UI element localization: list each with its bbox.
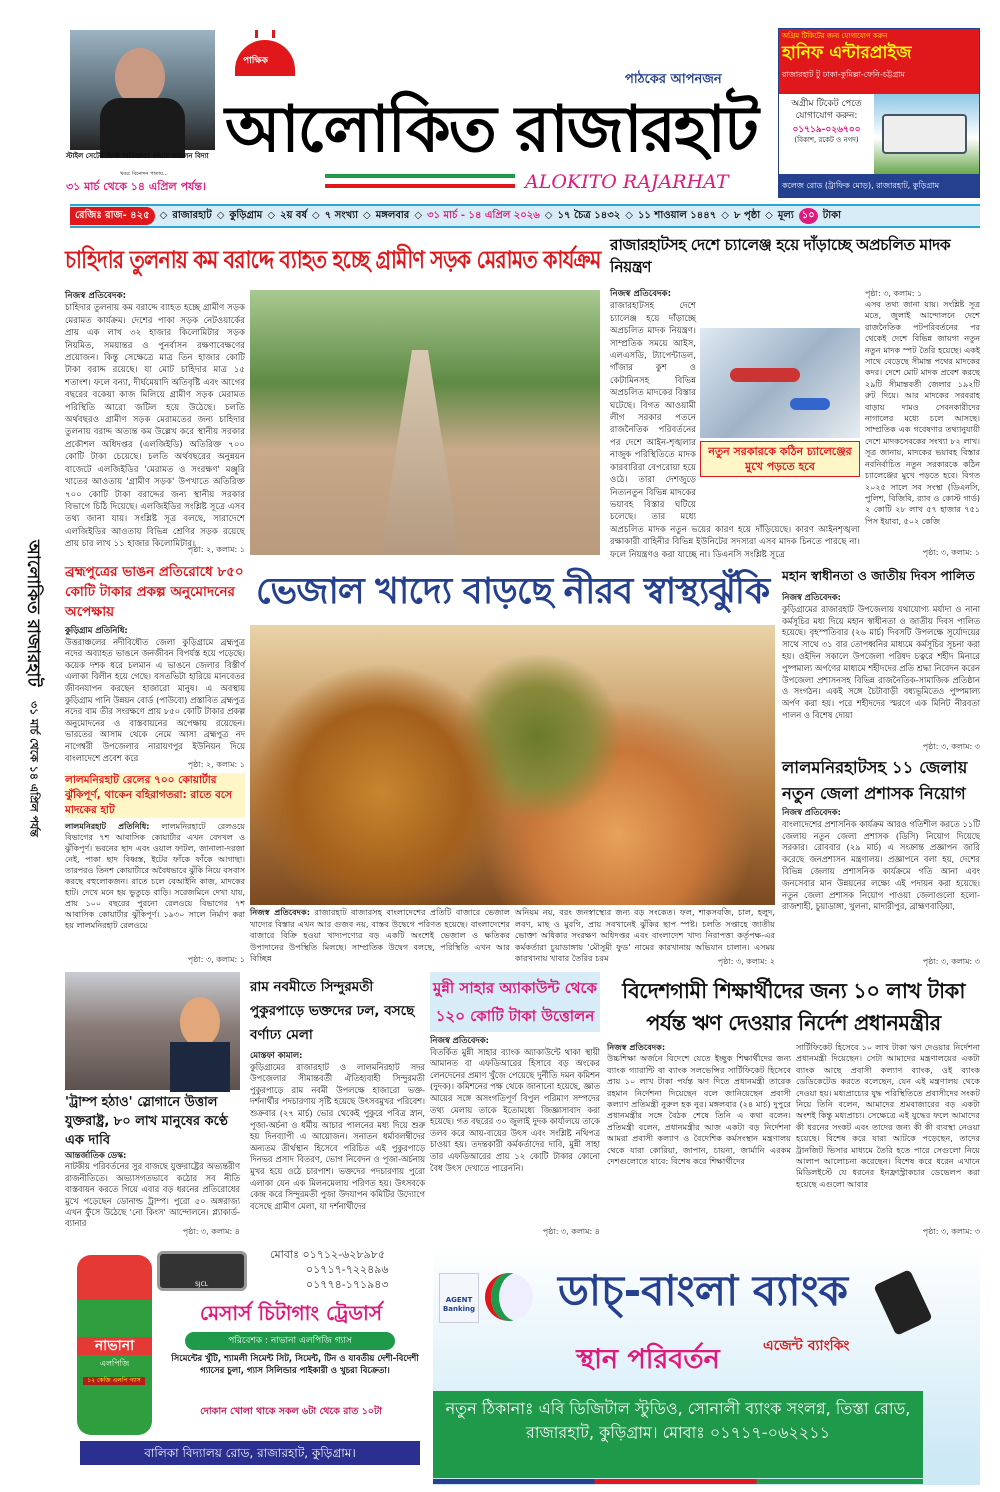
chittagong-traders-ad [65,1243,425,1480]
gas-phone-3: ০১৭৭৪-১৭১৯৪৩ [306,1278,389,1291]
info-district: কুড়িগ্রাম [229,210,263,221]
hanif-ad-address: কলেজ রোড (ট্রাফিক মোড়), রাজারহাট, কুড়িগ্রাম [782,181,940,190]
railway-byline: লালমনিরহাট প্রতিনিধি: [65,821,150,831]
students-column-2 [796,1042,980,1237]
stove-brand: SJCL [195,1281,209,1288]
munni-headline: মুন্নী সাহার অ্যাকাউন্ট থেকে ১২০ কোটি টাকা উত্তোলন [430,972,600,1032]
gas-phone-2: ০১৭১৭-৭২২৪৯৬ [306,1263,389,1276]
gas-phone-1: ০১৭১২-৬২৮৯৮৫ [302,1248,386,1261]
tagline: পাঠকের আপনজন [625,72,722,87]
independence-byline: নিজস্ব প্রতিবেদক: [782,592,841,602]
pos-terminal-icon [873,1269,932,1336]
info-date: ৩১ মার্চ - ১৪ এপ্রিল ২০২৬ [427,210,540,221]
sep: ◇ [721,210,729,221]
photo-caption: স্টাইল সেটের ভিক্ত অভিজ্ঞতা শেয়ার করলেন বিদ্যা [66,152,209,160]
food-ref: পৃষ্ঠা: ৩, কলাম: ২ [717,957,775,966]
drugs-column-2 [865,288,980,558]
hanif-ad [778,28,980,198]
info-year: ২য় বর্ষ [280,210,308,221]
munni-column [430,972,600,1237]
brahmaputra-body [65,625,245,763]
side-strip [8,540,58,890]
side-strip-title: আলোকিত রাজারহাট [23,540,43,687]
ramnavami-byline: মোস্তফা কামাল: [250,1050,303,1060]
side-strip-date: ৩১ মার্চ থেকে ১৪ এপ্রিল পর্যন্ত [27,700,41,837]
gas-address: বালিকা বিদ্যালয় রোড, রাজারহাট, কুড়িগ্রাম। [144,1446,356,1460]
food-byline: নিজস্ব প্রতিবেদক: [250,907,310,917]
roads-column [65,290,245,555]
sep: ◇ [765,210,773,221]
roads-byline: নিজস্ব প্রতিবেদক: [65,291,127,301]
masthead [225,30,773,200]
roads-headline-box [65,234,600,286]
students-text-2: সার্টিফিকেট হিসেবে ১০ লাখ টাকা ঋণ দেওয়ার নির্দেশনা প্রধানমন্ত্রী দিয়েছেন। সেটা আমাদের মন্ত্রণালয়ের একটা ব্যাংক আছে প্রবাসী কল্যাণ ব্যাংক, ওই ব্যাংক ডেডিকেটেড করতে বলেছেন, যেন এই মন্ত্রণালয় থেকে দেওয়া হয়। মধ্যপ্রাচ্যের যুদ্ধ পরিস্থিতিতে প্রবাসীদের সংকট নিয়ে তিনি বলেন, আমাদের শ্রমবাজারের বড় একটা অংশই কিন্তু মধ্যপ্রাচ্য। সেক্ষেত্রে এই যুদ্ধের ফলে আমাদের কী ধরনের সংকট এবং তাদের জন্য কী কী ব্যবস্থা নেওয়া হয়েছে। বিশেষ করে যারা আটকে পড়েছেন, তাদের ট্রানজিট ভিসার মাধ্যমে তৈরি হতে পারে সেগুলো নিয়ে আলাপ আলোচনা করেছেন। বিশেষ করে ধরেন এখানে মিডিলইস্টে যে ধরনের ইনফ্রাস্ট্রাকচার ডেভেলপ করা হয়েছে এগুলো আবার [796,1042,980,1189]
gas-dealer: পরিবেশক : নাভানা এলপিজি গ্যাস [228,1336,352,1346]
flag-stripes [325,174,515,188]
food-headline: ভেজাল খাদ্যে বাড়ছে নীরব স্বাস্থ্যঝুঁকি [255,571,770,612]
independence-ref: পৃষ্ঠা: ৩, কলাম: ৩ [922,742,980,751]
drugs-text-2: এসব তথ্য জানা যায়। সংশ্লিষ্ট সূত্র মতে, জুলাই আন্দোলনে দেশে রাজনৈতিক পটপরিবর্তনের পর থেকেই দেশে বিভিন্ন জায়গা নতুন নতুন মাদক স্পট তৈরি হয়েছে। একই সাথে বেড়েছে সীমান্ত পথের মাদকের কদর। দেশে মোট মাদক প্রবেশ করছে ২৯টি সীমান্তবর্তী জেলার ১৯২টি রুট দিয়ে। আর মাদকের সরবরাহ বাড়ায় দামও সেবনকারীদের নাগালের মধ্যে চলে আসছে। সাম্প্রতিক এক গবেষণার তথ্যানুযায়ী দেশে মাদকসেবকের সংখ্যা ৮২ লাখ। সূত্র জানায়, মাদকের ভয়াবহ বিস্তার নবনির্বাচিত নতুন সরকারকে কঠিন চ্যালেঞ্জের মুখে পড়তে হবে। বিগত ২০২৫ সালে সব সংস্থা (ডিএনসি, পুলিশ, বিজিবি, র‍্যাব ও কোস্ট গার্ড) ২ কোটি ২৮ লাখ ৫৭ হাজার ৭৫১ পিস ইয়াবা, ৫০২ কেজি [865,300,980,526]
brahmaputra-headline: ব্রহ্মপুত্রের ভাঙন প্রতিরোধে ৮৫০ কোটি টাকার প্রকল্প অনুমোদনের অপেক্ষায় [65,564,244,620]
hanif-ad-small: অগ্রিম টিকিটের জন্য যোগাযোগ করুন [782,32,888,40]
masthead-title: আলোকিত রাজারহাট [225,93,757,167]
trump-ref: পৃষ্ঠা: ৩, কলাম: ৪ [182,1227,240,1236]
info-hijri-date: ১১ শাওয়াল ১৪৪৭ [637,210,717,221]
info-pages: ৮ পৃষ্ঠা [733,210,761,221]
students-ref: পৃষ্ঠা: ৩, কলাম: ৩ [922,1227,980,1236]
cylinder-sub: এলপিজি [99,1359,130,1368]
dc-body [782,807,980,956]
info-price-label: মূল্য [777,210,794,221]
roads-text: চাহিদার তুলনায় কম বরাদ্দে ব্যাহত হচ্ছে গ্রামীণ সড়ক মেরামত কার্যক্রম। দেশের পাকা সড়ক নেটওয়ার্কের প্রায় এক লাখ ৩২ হাজার কিলোমিটার সড়ক নিয়মিত, সময়ান্তর ও পুনর্বাসন রক্ষণাবেক্ষণের প্রয়োজন। কিন্তু সেক্ষেত্রে মাত্র তিন হাজার কোটি টাকা বরাদ্দ রয়েছে। যা মোট চাহিদার মাত্র ১৫ শতাংশ। ফলে বন্যা, দীর্ঘমেয়াদি অতিবৃষ্টি এবং আগের বছরের বকেয়া কাজ মিলিয়ে গ্রামীণ সড়ক মেরামত পরিস্থিতি আরো জটিল হয়ে উঠেছে। চলতি অর্থবছরও গ্রামীণ সড়ক মেরামতের জন্য চাহিদার তুলনায় বরাদ্দ অত্যন্ত কম উল্লেখ করে স্থানীয় সরকার প্রকৌশল অধিদপ্তর (এলজিইডি) অতিরিক্ত ৭০০ কোটি টাকা চেয়েছে। চলতি অর্থবছরের অনুন্নয়ন বাজেটে এলজিইডির 'মেরামত ও সংরক্ষণ' মঞ্জুরি খাতের আওতায় 'গ্রামীণ সড়ক' উপখাতে অতিরিক্ত ৭০০ কোটি টাকা বরাদ্দের জন্য স্থানীয় সরকার বিভাগে চিঠি দিয়েছে। এলজিইডির সংশ্লিষ্ট সূত্রে এসব তথ্য জানা যায়। সংশ্লিষ্ট সূত্র বলছে, সারাদেশে এলজিইডির আওতায় বিভিন্ন শ্রেণির সড়ক রয়েছে প্রায় চার লাখ ১১ হাজার কিলোমিটার। [65,303,245,550]
dc-headline: লালমনিরহাটসহ ১১ জেলায় নতুন জেলা প্রশাসক নিয়োগ [782,758,968,803]
bank-name: ডাচ্-বাংলা ব্যাংক [557,1266,849,1315]
sep: ◇ [159,210,168,221]
food-text: রাজারহাট বাজারসহ বাংলাদেশের প্রতিটি বাজারে ভেজাল খাদ্যের বিস্তার এখন আর গুজব নয়, বাস্তব উদ্বেগে পরিণত হয়েছে। বাংলাদেশের বাজারে বিক্রি হওয়া খাদ্যপণ্যের বড় একটি অংশেই ভেজাল ও ক্ষতিকর উপাদানের উপস্থিতি মিলছে। সাম্প্রতিক উদ্বেগ বলছে, পরিস্থিতি এখন আর বিচ্ছিন্ন [250,907,510,963]
info-currency: টাকা [822,210,842,221]
info-issue: ৭ সংখ্যা [324,210,358,221]
drugs-photo [700,328,860,438]
roads-headline: চাহিদার তুলনায় কম বরাদ্দে ব্যাহত হচ্ছে গ্রামীণ সড়ক মেরামত কার্যক্রম [65,245,601,274]
railway-ref: পৃষ্ঠা: ৩, কলাম: ১ [187,955,245,964]
food-column-2 [515,907,775,967]
students-column [607,975,980,1237]
gas-products: সিমেন্টের খুঁটি, শ্যামলী সিমেন্ট সিট, সিমেন্ট, টিন ও যাবতীয় দেশী-বিদেশী গ্যাসের চুলা, গ্যাস সিলিন্ডার পাইকারী ও খুচরা বিক্রেতা। [171,1354,419,1376]
brahmaputra-text: উত্তরাঞ্চলের নদীবিধৌত জেলা কুড়িগ্রামে ব্রহ্মপুত্র নদের অব্যাহত ভাঙনে জনজীবন বিপর্যস্ত হয়ে পড়েছে। কয়েক দশক ধরে চলমান এ ভাঙনে জেলার বিস্তীর্ণ এলাকা বিলীন হয়ে গেছে। বসতভিটা হারিয়ে মানবেতর জীবনযাপন করছেন হাজারো মানুষ। এ অবস্থায় কুড়িগ্রাম পানি উন্নয়ন বোর্ড (পাউবো) প্রস্তাবিত ব্রহ্মপুত্র নদের বাম তীর সংরক্ষণে প্রায় ৮৫০ কোটি টাকার প্রকল্প অনুমোদনের ও বাস্তবায়নের অপেক্ষায় রয়েছেন। ভারতের আসাম থেকে নেমে আসা ব্রহ্মপুত্র নদ নাগেশ্বরী উপজেলার নারায়ণপুর ইউনিয়ন দিয়ে বাংলাদেশে প্রবেশ করে [65,636,245,763]
sep: ◇ [267,210,276,221]
masthead-title-en: ALOKITO RAJARHAT [525,171,729,193]
gas-hours: দোকান খোলা থাকে সকল ৬টা থেকে রাত ১০টা [200,1406,382,1417]
trump-headline: 'ট্রাম্প হঠাও' স্লোগানে উত্তাল যুক্তরাষ্ট্র, ৮০ লাখ মানুষের কণ্ঠে এক দাবি [65,1095,228,1148]
frequency-label: পাক্ষিক [243,56,268,66]
drugs-byline: নিজস্ব প্রতিবেদক: [610,289,672,299]
students-headline: বিদেশগামী শিক্ষার্থীদের জন্য ১০ লাখ টাকা পর্যন্ত ঋণ দেওয়ার নির্দেশ প্রধানমন্ত্রীর [622,979,965,1035]
agent-banking-label: এজেন্ট ব্যাংকিং [763,1338,850,1354]
info-day: মঙ্গলবার [375,210,410,221]
sep: ◇ [625,210,633,221]
bus-icon [874,94,979,174]
students-text: উচ্চশিক্ষা অর্জনে বিদেশে যেতে ইচ্ছুক শিক্ষার্থীদের জন্য ব্যাংক গ্যারান্টি বা ব্যাংক সলভেন্সির সার্টিফিকেট হিসেবে প্রায় ১০ লাখ টাকা পর্যন্ত ঋণ দিতে প্রধানমন্ত্রী তারেক রহমান নির্দেশনা দিয়েছেন বলে জানিয়েছেন প্রবাসী কল্যাণ প্রতিমন্ত্রী নুরুল হক নুর। মঙ্গলবার (২৪ মার্চ) দুপুরে প্রধানমন্ত্রীর সঙ্গে বৈঠক শেষে তিনি এ কথা বলেন। প্রতিমন্ত্রী বলেন, প্রধানমন্ত্রীর আজ একটা বড় নির্দেশনা আমরা প্রবাসী কল্যাণ ও বৈদেশিক কর্মসংস্থান মন্ত্রণালয় থেকে যারা কোরিয়া, জাপান, চায়না, জার্মানি এরকম দেশগুলোতে যাবে: বিশেষ করে শিক্ষার্থীদের [607,1053,791,1167]
students-byline: নিজস্ব প্রতিবেদক: [607,1042,666,1052]
students-body-2 [796,1042,980,1226]
trump-column [65,972,240,1237]
drugs-body-2 [865,299,980,547]
independence-headline: মহান স্বাধীনতা ও জাতীয় দিবস পালিত [782,568,975,583]
drugs-text: রাজারহাটসহ দেশে চ্যালেঞ্জ হয়ে দাঁড়াচ্ছে অপ্রচলিত মাদক নিয়ন্ত্রণ। সাম্প্রতিক সময়ে আইস, এলএসডি, ট্যাপেন্টাডল, গাঁজার কুশ ও কেটামিনসহ বিভিন্ন অপ্রচলিত মাদকের বিস্তার ঘটেছে। বিগত আওয়ামী লীগ সরকার পতনে রাজনৈতিক পরিবর্তনের পর দেশে আইন-শৃঙ্খলার নাজুক পরিস্থিতিতে মাদক কারবারিরা বেপরোয়া হয়ে ওঠে। তারা দেশজুড়ে নিত্যনতুন বিভিন্ন মাদকের ভয়াবহ বিস্তার ঘটিয়ে চলেছে। তার মধ্যে অপ্রচলিত মাদক নতুন ভয়ের কারণ হয়ে দাঁড়িয়েছে। কারণ আইনশৃঙ্খলা রক্ষাকারী বাহিনীর বিভিন্ন ইউনিটের সদস্যরা এসব মাদক চিনতে পারছে না। ফলে নিয়ন্ত্রণও করা যাচ্ছে না। ডিএনসি সংশ্লিষ্ট সূত্রে [610,301,860,560]
hanif-ad-advance: অগ্রীম টিকেট পেতে যোগাযোগ করুন: [791,99,862,121]
dbbl-logo-icon [485,1273,533,1321]
agent-banking-badge: AGENT Banking [439,1273,479,1323]
drugs-headline-box [610,234,980,282]
ramnavami-text: কুড়িগ্রামের রাজারহাট ও লালমনিরহাট সদর উপজেলার সীমান্তবর্তী ঐতিহ্যবাহী সিন্দুরমতী পুকুরপাড়ে রাম নবমী উপলক্ষে হাজারো ভক্ত-দর্শনার্থীর পদচারণায় সৃষ্টি হয়েছে উৎসবমুখর পরিবেশ। শুক্রবার (২৭ মার্চ) ভোর থেকেই পুকুরে পবিত্র স্নান, পূজা-অর্চনা ও ধর্মীয় আচার পালনের মধ্য দিয়ে শুরু হয় দিনব্যাপী এ আয়োজন। সনাতন ধর্মাবলম্বীদের অন্যতম তীর্থস্থান হিসেবে পরিচিত এই পুকুরপাড়ে দিনভর প্রসাদ বিতরণ, ভোগ নিবেদন ও পূজা-অর্চনায় মুখর হয়ে ওঠে চারপাশ। ভক্তদের পদচারণায় পুরো এলাকা যেন এক মিলনমেলায় পরিণত হয়। উৎসবকে কেন্দ্র করে সিন্দুরমতী পুজা উদযাপন কমিটির উদ্যোগে বসেছে গ্রামীণ মেলা, যা দর্শনার্থীদের [250,1061,425,1211]
dc-byline: নিজস্ব প্রতিবেদক: [782,807,841,817]
students-body [607,1042,791,1237]
ramnavami-column [250,975,425,1237]
photo-credit: খবর: বিনোদন পাতায়... [120,171,168,177]
sep: ◇ [544,210,553,221]
sep: ◇ [312,210,320,221]
drugs-ref-top: পৃষ্ঠা: ৩, কলাম: ১ [865,289,923,298]
protest-photo [65,972,240,1090]
gas-phone-label: মোবাঃ [270,1248,299,1261]
drugs-ref: পৃষ্ঠা: ৩, কলাম: ১ [922,548,980,557]
rural-road-photo [250,290,600,555]
drugs-inset-caption: নতুন সরকারকে কঠিন চ্যালেঞ্জের মুখে পড়তে হবে [700,441,860,477]
info-price: ১০ [799,208,818,224]
gas-stove-icon [157,1251,247,1291]
relocation-notice: স্থান পরিবর্তন [576,1344,720,1375]
munni-text: বিতর্কিত মুন্নী সাহার ব্যাংক অ্যাকাউন্টে থাকা স্থায়ী আমানত বা এফডিআরের হিসাবে বড় অংকের লেনদেনের প্রমাণ খুঁজে পেয়েছে দুর্নীতি দমন কমিশন (দুদক)। কমিশনের পক্ষ থেকে জানানো হয়েছে, জ্ঞাত আয়ের সঙ্গে অসংগতিপূর্ণ বিপুল পরিমাণ সম্পদের তথ্য মেলায় তাকে ইতোমধ্যে জিজ্ঞাসাবাদ করা হয়েছে। গত বছরের ৩০ জুলাই দুদক কার্যালয়ে তাকে তলব করে আয়-ব্যয়ের উৎস এবং সংশ্লিষ্ট নথিপত্র চাওয়া হয়। তদন্তকারী কর্মকর্তাদের দাবি, মুন্নী সাহা তার এফডিআরের প্রায় ১২ কোটি টাকার কোনো বৈধ উৎস দেখাতে পারেননি। [430,1046,600,1173]
independence-text: কুড়িগ্রামের রাজারহাট উপজেলায় যথাযোগ্য মর্যাদা ও নানা কর্মসূচির মধ্য দিয়ে মহান স্বাধীনতা ও জাতীয় দিবস পালিত হয়েছে। বৃহস্পতিবার (২৬ মার্চ) দিবসটি উপলক্ষে সূর্যোদয়ের সাথে সাথে ৩১ বার তোপধ্বনির মাধ্যমে কর্মসূচির সূচনা করা হয়। ওইদিন সকালে উপজেলা পরিষদ চত্বরে শহীদ মিনারে পুষ্পমাল্য অর্পণের মাধ্যমে শহীদদের প্রতি শ্রদ্ধা নিবেদন করেন উপজেলা প্রশাসনসহ বিভিন্ন রাজনৈতিক-সামাজিক প্রতিষ্ঠান ও সংগঠন। একই সঙ্গে চৈটাবাড়ী বধ্যভূমিতেও পুষ্পমাল্য অর্পণ করা হয়। পরে শহীদদের স্মরণে এক মিনিট নীরবতা পালন ও বিশেষ দোয়া [782,603,980,720]
info-bar-content [70,206,976,226]
drugs-body [610,288,860,558]
ramnavami-body [250,1050,425,1237]
gas-shop-name: মেসার্স চিটাগাং ট্রেডার্স [199,1301,383,1325]
food-headline-box [250,562,775,622]
sep: ◇ [363,210,371,221]
date-range: ৩১ মার্চ থেকে ১৪ এপ্রিল পর্যন্ত। [66,180,206,193]
trump-body [65,1150,240,1229]
info-place: রাজারহাট [172,210,212,221]
food-body [250,907,510,967]
tricolor-bar [433,1479,923,1484]
sep: ◇ [216,210,225,221]
munni-ref: পৃষ্ঠা: ৩, কলাম: ৪ [542,1227,600,1236]
hanif-ad-route: রাজারহাট টু ঢাকা-কুমিল্লা-ফেনি-চট্টগ্রাম [782,70,905,79]
students-columns [607,1042,980,1237]
brahmaputra-ref: পৃষ্ঠা: ২, কলাম: ১ [187,759,245,769]
info-bar [70,204,980,228]
sep: ◇ [414,210,423,221]
railway-text: লালমনিরহাটে রেলওয়ে বিভাগের ৭শ আবাসিক কোয়ার্টার এখন বেদখল ও ঝুঁকিপূর্ণ। ভবনের ছাদ এবং ওয়াল ফাটল, জানালা-দরজা নেই, পাকা ছাদ বিধ্বস্ত, ইটের ফাঁকে ফাঁকে আগাছা। তারপরও তিনশ কোয়ার্টারে অবৈধভাবে ঝুঁকি নিয়ে বসবাস করছে বহুলোকজন। রাতে চলে বেআইনি কাজ, মাদকের হাট। দেখে মনে হয় ভুতুড়ে বাড়ি। সরেজমিনে দেখা যায়, প্রায় ১০০ বছরের পুরনো রেলওয়ে বিভাগের ৭শ আবাসিক কোয়ার্টার ঝুঁকিপূর্ণ। ১৯৩০ সালে নির্মাণ করা হয় লালমনিরহাট রেলওয়ে [65,821,245,930]
cylinder-brand: নাভানা [77,1337,152,1355]
dc-ref: পৃষ্ঠা: ৩, কলাম: ৩ [922,957,980,966]
left-column [65,562,245,965]
hanif-ad-phone: ০১৭১৯-০২৬৭০০ [792,125,861,135]
dc-text: বাংলাদেশের প্রশাসনিক কার্যক্রম আরও গতিশীল করতে ১১টি জেলায় নতুন জেলা প্রশাসক (ডিসি) নিয়োগ দিয়েছে সরকার। রোববার (২৯ মার্চ) এ সংক্রান্ত প্রজ্ঞাপন জারি করেছে জনপ্রশাসন মন্ত্রণালয়। প্রজ্ঞাপনে বলা হয়, দেশের বিভিন্ন জেলায় প্রশাসনিক কার্যক্রমে গতি আনা এবং জনসেবার মান উন্নয়নের লক্ষ্যে এই পদায়ন করা হয়েছে। নতুন জেলা প্রশাসক নিয়োগ পাওয়া জেলাগুলো হলো- রাজশাহী, চুয়াডাঙ্গা, খুলনা, মাদারীপুর, ব্রাহ্মণবাড়িয়া, [782,818,980,912]
sun-rays-icon [255,30,275,38]
ramnavami-headline: রাম নবমীতে সিন্দুরমতী পুকুরপাড়ে ভক্তদের ঢল, বসছে বর্ণাঢ্য মেলা [250,979,415,1043]
railway-headline: লালমনিরহাট রেলের ৭০০ কোয়ার্টার ঝুঁকিপূর্ণ, থাকেন বহিরাগতরা: রাতে বসে মাদকের হাট [65,773,245,818]
munni-body [430,1035,600,1226]
drugs-headline: রাজারহাটসহ দেশে চ্যালেঞ্জ হয়ে দাঁড়াচ্ছে অপ্রচলিত মাদক নিয়ন্ত্রণ [610,236,951,276]
dutch-bangla-ad [433,1245,980,1485]
independence-body [782,592,980,741]
railway-body [65,821,245,955]
brahmaputra-byline: কুড়িগ্রাম প্রতিনিধি: [65,625,128,635]
hanif-ad-payment: (বিকাশ, রকেট ও নগদ) [794,136,859,144]
reg-number: রেজিঃ রাজ- ৪২৫ [70,207,155,225]
info-bangla-date: ১৭ চৈত্র ১৪৩২ [557,210,621,221]
street-food-photo [250,625,775,905]
right-column [782,562,980,967]
gas-cylinder-icon [77,1255,152,1435]
hanif-ad-name: হানিফ এন্টারপ্রাইজ [782,43,912,63]
food-text-2: অনিয়ম নয়, বরং জনস্বাস্থ্যের জন্য বড় সংকেত। ফল, শাকসবজি, চাল, হলুদ, লবণ, মাছ ও মুরগি, প্রায় সবখানেই ঝুঁকির ছাপ স্পষ্ট। চলতি সপ্তাহে জাতীয় ভোক্তা অধিকার সংরক্ষণ অধিদপ্তর এবং বাংলাদেশ খাদ্য নিরাপত্তা কর্তৃপক্ষ-এর কর্মকর্তারা চুয়াডাঙ্গায় 'মৌসুমী ফুড' নামের কারখানায় অভিযান চালান। এসময় কারখানায় খাবার তৈরির চরম [515,907,775,963]
trump-text: নাটকীয় পরিবর্তনের সুর বাজছে যুক্তরাষ্ট্রের অভ্যন্তরীণ রাজনীতিতে। অভ্যাসগতভাবে কঠোর সব নীতি বাস্তবায়ন করতে গিয়ে এবার বড় ধরনের প্রতিরোধের মুখে পড়েছেন ডোনাল্ড ট্রাম্প। পুরো ৫০ অঙ্গরাজ্য এখন ফুঁসে উঠেছে 'নো কিংস' আন্দোলনে। প্ল্যাকার্ড-ব্যানার [65,1161,240,1229]
cylinder-size: ১২ কেজি এলপি গ্যাস [83,1377,145,1385]
bank-address: নতুন ঠিকানাঃ এবি ডিজিটাল স্টুডিও, সোনালী ব্যাংক সংলগ্ন, তিস্তা রোড, রাজারহাট, কুড়িগ্রাম। মোবাঃ ০১৭১৭-০৬২২১১ [433,1391,923,1478]
trump-byline: আন্তর্জাতিক ডেস্ক: [65,1150,127,1160]
drugs-inset [700,328,860,518]
roads-ref: পৃষ্ঠা: ২, কলাম: ১ [187,545,245,554]
munni-byline: নিজস্ব প্রতিবেদক: [430,1035,489,1045]
actress-photo [70,30,215,150]
